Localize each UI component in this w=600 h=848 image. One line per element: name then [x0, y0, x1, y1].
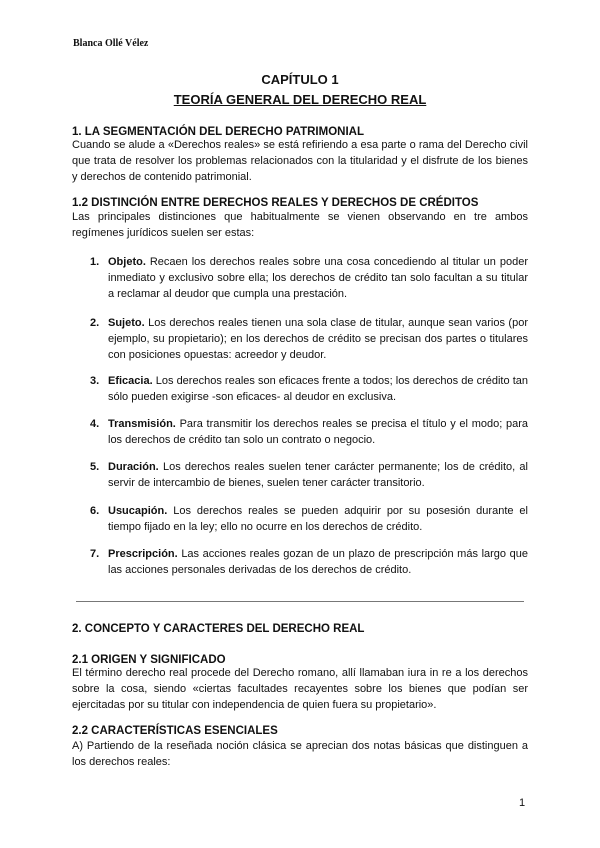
- section-divider: [76, 601, 524, 602]
- page-number: 1: [519, 797, 526, 809]
- list-text: Los derechos reales son eficaces frente a todos; los derechos de crédito tan sólo pueden exigirse -son eficaces- al deudor en exclusiva.: [108, 375, 528, 403]
- list-item: [90, 416, 528, 448]
- list-term: Eficacia.: [108, 375, 153, 387]
- section-heading-2-1: 2.1 ORIGEN Y SIGNIFICADO: [72, 654, 226, 666]
- section-2-1-paragraph: El término derecho real procede del Derecho romano, allí llamaban iura in re a los derechos sobre la cosa, siendo «ciertas facultades recayentes sobre los bienes que podían ser ejercitadas por su titular con independencia de quien fuera su propietario».: [72, 667, 528, 711]
- list-term: Prescripción.: [108, 548, 178, 560]
- list-number: 6.: [90, 505, 100, 517]
- list-item: [90, 315, 528, 363]
- section-1-2-intro: Las principales distinciones que habitualmente se vienen observando en tre ambos regímenes jurídicos suelen ser estas:: [72, 211, 528, 239]
- list-item: [90, 503, 528, 535]
- list-text: Las acciones reales gozan de un plazo de prescripción más largo que las acciones personales derivadas de los derechos de crédito.: [108, 548, 528, 576]
- list-item: [90, 459, 528, 491]
- list-term: Usucapión.: [108, 505, 168, 517]
- list-number: 3.: [90, 375, 100, 387]
- list-number: 1.: [90, 256, 100, 268]
- list-term: Objeto.: [108, 256, 146, 268]
- list-term: Sujeto.: [108, 317, 145, 329]
- list-term: Duración.: [108, 461, 159, 473]
- author-header: Blanca Ollé Vélez: [73, 38, 149, 49]
- list-text: Los derechos reales se pueden adquirir por su posesión durante el tiempo fijado en la ley; ello no ocurre en los derechos de crédito.: [108, 505, 528, 533]
- section-1-paragraph: Cuando se alude a «Derechos reales» se está refiriendo a esa parte o rama del Derecho civil que trata de resolver los problemas relacionados con la titularidad y el disfrute de los bienes y derechos de contenido patrimonial.: [72, 139, 528, 183]
- list-text: Los derechos reales suelen tener carácter permanente; los de crédito, al servir de intercambio de bienes, suelen tener carácter transitorio.: [108, 461, 528, 489]
- list-number: 7.: [90, 548, 100, 560]
- list-number: 2.: [90, 317, 100, 329]
- list-text: Para transmitir los derechos reales se precisa el título y el modo; para los derechos de crédito tan solo un contrato o negocio.: [108, 418, 528, 446]
- list-text: Recaen los derechos reales sobre una cosa concediendo al titular un poder inmediato y exclusivo sobre ella; los derechos de crédito tan solo facultan a su titular a reclamar al deudor que cumpla una prestación.: [108, 256, 528, 300]
- list-item: [90, 546, 528, 578]
- section-heading-1-2: 1.2 DISTINCIÓN ENTRE DERECHOS REALES Y DERECHOS DE CRÉDITOS: [72, 197, 479, 209]
- section-heading-2: 2. CONCEPTO Y CARACTERES DEL DERECHO REAL: [72, 623, 365, 635]
- list-text: Los derechos reales tienen una sola clase de titular, aunque sean varios (por ejemplo, su propietario); en los derechos de crédito se precisan dos partes o titulares con posiciones opuestas: acreedor y deudor.: [108, 317, 528, 361]
- chapter-title: TEORÍA GENERAL DEL DERECHO REAL: [173, 92, 427, 107]
- section-heading-2-2: 2.2 CARACTERÍSTICAS ESENCIALES: [72, 725, 278, 737]
- list-number: 4.: [90, 418, 100, 430]
- list-item: [90, 373, 528, 405]
- list-number: 5.: [90, 461, 100, 473]
- section-heading-1: 1. LA SEGMENTACIÓN DEL DERECHO PATRIMONIAL: [72, 126, 364, 138]
- list-term: Transmisión.: [108, 418, 176, 430]
- section-2-2-paragraph: A) Partiendo de la reseñada noción clásica se aprecian dos notas básicas que distinguen a los derechos reales:: [72, 740, 528, 768]
- list-item: [90, 254, 528, 302]
- chapter-number: CAPÍTULO 1: [261, 72, 339, 87]
